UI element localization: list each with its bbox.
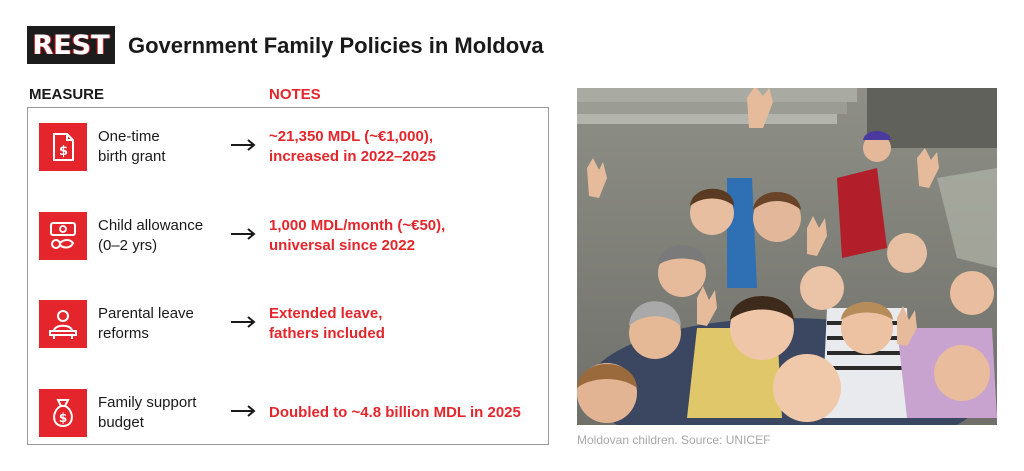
arrow-right-icon [230, 405, 256, 417]
note-text: 1,000 MDL/month (~€50), universal since 2022 [269, 217, 446, 254]
svg-text:$: $ [58, 411, 68, 425]
money-baby-icon [39, 212, 87, 260]
arrow-right-icon [230, 139, 256, 151]
arrow-right-icon [230, 228, 256, 240]
children-photo [577, 88, 997, 425]
logo [27, 26, 115, 64]
measure-label: Child allowance (0–2 yrs) [98, 217, 204, 254]
policy-row [28, 206, 548, 266]
policy-row [28, 383, 548, 443]
note-text: Extended leave, fathers included [269, 305, 385, 342]
measure-label: One-time birth grant [98, 128, 166, 165]
parent-desk-icon [39, 300, 87, 348]
measure-label: Parental leave reforms [98, 305, 194, 342]
page-title: Government Family Policies in Moldova [128, 33, 544, 58]
note-text: ~21,350 MDL (~€1,000), increased in 2022–2025 [269, 128, 436, 165]
photo-caption: Moldovan children. Source: UNICEF [577, 433, 771, 447]
measure-label: Family support budget [98, 394, 197, 431]
logo-text: REST [32, 29, 110, 61]
policy-row [28, 294, 548, 354]
svg-text:$: $ [58, 144, 69, 159]
note-text: Doubled to ~4.8 billion MDL in 2025 [269, 404, 521, 421]
notes-column-header: NOTES [269, 86, 321, 103]
arrow-right-icon [230, 316, 256, 328]
policy-row [28, 117, 548, 177]
measure-column-header: MEASURE [29, 86, 105, 103]
policy-table [27, 107, 549, 445]
document-dollar-icon [39, 123, 87, 171]
money-bag-icon [39, 389, 87, 437]
